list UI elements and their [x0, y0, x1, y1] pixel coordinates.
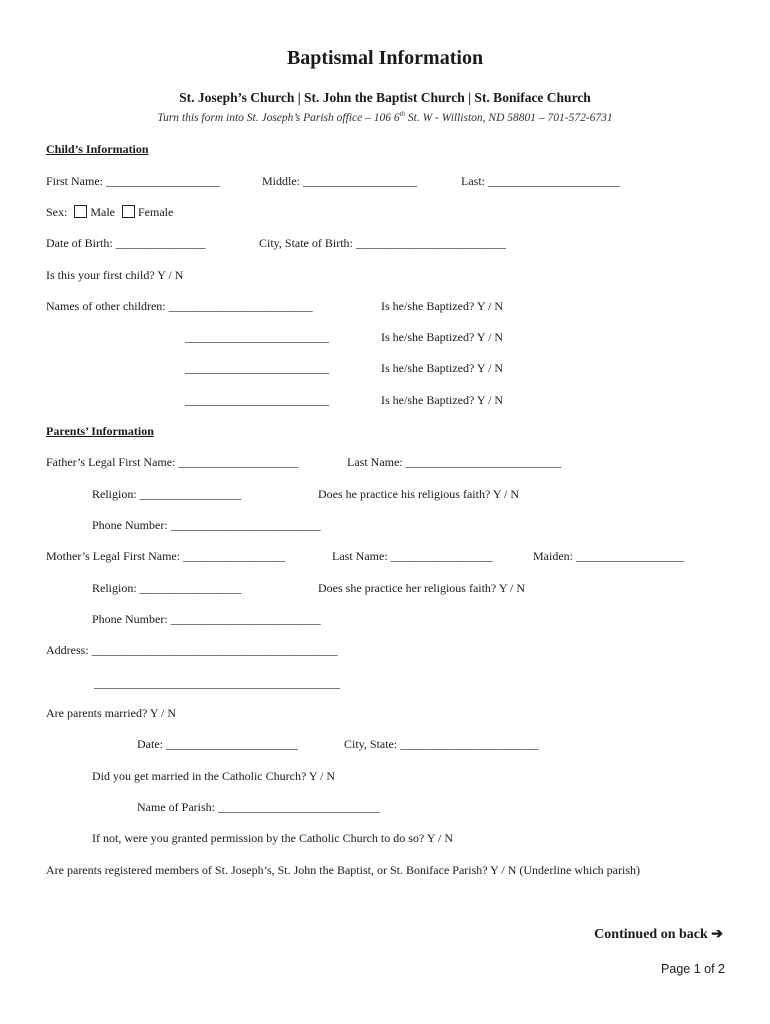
first-child-question: Is this your first child? Y / N — [46, 268, 184, 282]
page-number: Page 1 of 2 — [661, 962, 725, 976]
other-child-blank[interactable]: ________________________ — [185, 330, 329, 344]
mother-practice-question: Does she practice her religious faith? Y / N — [318, 581, 526, 595]
parents-section-heading: Parents’ Information — [46, 424, 154, 438]
mother-phone-field[interactable]: Phone Number: _________________________ — [92, 612, 321, 626]
male-label: Male — [90, 205, 115, 219]
mother-last-name-field[interactable]: Last Name: _________________ — [332, 549, 493, 563]
page-title: Baptismal Information — [286, 47, 484, 69]
female-label: Female — [138, 205, 174, 219]
catholic-church-question: Did you get married in the Catholic Church? Y / N — [92, 769, 336, 783]
sex-row — [46, 205, 173, 220]
other-children-field[interactable]: Names of other children: ________________________ — [46, 299, 313, 313]
father-last-name-field[interactable]: Last Name: __________________________ — [347, 455, 562, 469]
mother-maiden-name-field[interactable]: Maiden: __________________ — [533, 549, 684, 563]
mother-religion-field[interactable]: Religion: _________________ — [92, 581, 242, 595]
continued-on-back: Continued on back ➔ — [594, 927, 723, 942]
male-checkbox[interactable] — [74, 205, 87, 218]
other-child-blank[interactable]: ________________________ — [185, 361, 329, 375]
father-religion-field[interactable]: Religion: _________________ — [92, 487, 242, 501]
child-section-heading: Child’s Information — [46, 142, 149, 156]
church-names: St. Joseph’s Church | St. John the Baptist Church | St. Boniface Church — [179, 90, 591, 105]
sex-label: Sex: — [46, 205, 68, 219]
child-first-name-field[interactable]: First Name: ___________________ — [46, 174, 220, 188]
married-question: Are parents married? Y / N — [46, 706, 177, 720]
registered-question: Are parents registered members of St. Joseph’s, St. John the Baptist, or St. Boniface Parish? Y / N (Underline which parish) — [46, 863, 640, 877]
father-first-name-field[interactable]: Father’s Legal First Name: ____________________ — [46, 455, 299, 469]
baptized-question: Is he/she Baptized? Y / N — [381, 299, 504, 313]
marriage-date-field[interactable]: Date: ______________________ — [137, 737, 298, 751]
permission-question: If not, were you granted permission by the Catholic Church to do so? Y / N — [92, 831, 454, 845]
child-last-name-field[interactable]: Last: ______________________ — [461, 174, 620, 188]
office-address: Turn this form into St. Joseph’s Parish office – 106 6th St. W - Williston, ND 58801 – 701-572-6731 — [157, 110, 613, 124]
baptized-question: Is he/she Baptized? Y / N — [381, 393, 504, 407]
baptized-question: Is he/she Baptized? Y / N — [381, 330, 504, 344]
parish-name-field[interactable]: Name of Parish: ___________________________ — [137, 800, 380, 814]
birth-city-state-field[interactable]: City, State of Birth: _________________________ — [259, 236, 506, 250]
marriage-city-state-field[interactable]: City, State: _______________________ — [344, 737, 539, 751]
date-of-birth-field[interactable]: Date of Birth: _______________ — [46, 236, 206, 250]
father-phone-field[interactable]: Phone Number: _________________________ — [92, 518, 321, 532]
mother-first-name-field[interactable]: Mother’s Legal First Name: _________________ — [46, 549, 286, 563]
address-line2-field[interactable]: _________________________________________ — [94, 676, 340, 690]
baptized-question: Is he/she Baptized? Y / N — [381, 361, 504, 375]
address-field[interactable]: Address: _________________________________________ — [46, 643, 338, 657]
child-middle-name-field[interactable]: Middle: ___________________ — [262, 174, 417, 188]
father-practice-question: Does he practice his religious faith? Y / N — [318, 487, 520, 501]
female-checkbox[interactable] — [122, 205, 135, 218]
other-child-blank[interactable]: ________________________ — [185, 393, 329, 407]
